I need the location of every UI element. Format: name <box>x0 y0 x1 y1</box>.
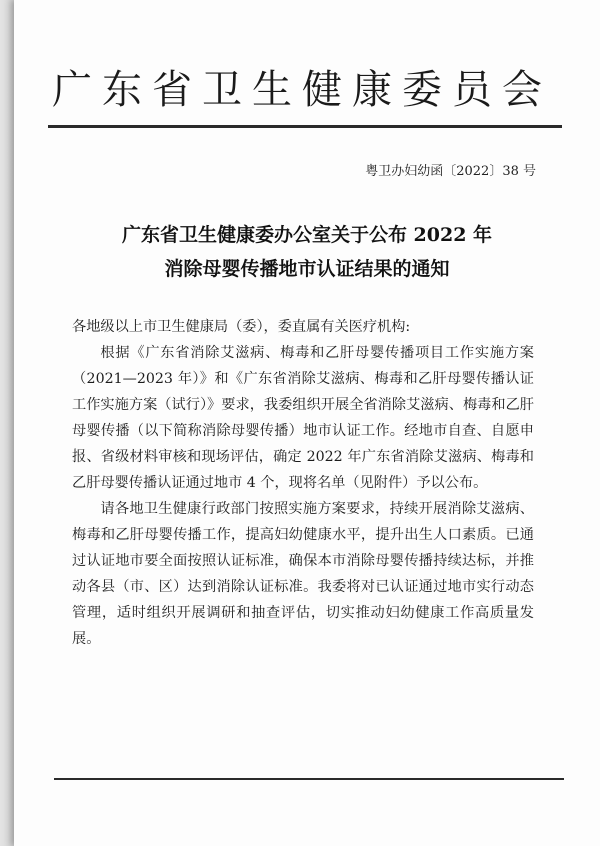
header-divider <box>48 125 562 128</box>
notice-title-line1: 广东省卫生健康委办公室关于公布 2022 年 <box>121 224 493 246</box>
issuer-header: 广东省卫生健康委员会 <box>52 67 552 113</box>
body-paragraph-2: 请各地卫生健康行政部门按照实施方案要求，持续开展消除艾滋病、梅毒和乙肝母婴传播工作，提高妇幼健康水平，提升出生人口素质。已通过认证地市要全面按照认证标准，确保本市消除母婴传播持续达标，并推动各县（市、区）达到消除认证标准。我委将对已认证通过地市实行动态管理，适时组织开展调研和抽查评估，切实推动妇幼健康工作高质量发展。 <box>72 501 534 647</box>
body-paragraph-1: 根据《广东省消除艾滋病、梅毒和乙肝母婴传播项目工作实施方案（2021—2023 年）》和《广东省消除艾滋病、梅毒和乙肝母婴传播认证工作实施方案（试行）》要求，我委组织开展全省消除艾滋病、梅毒和乙肝母婴传播（以下简称消除母婴传播）地市认证工作。经地市自查、自愿申报、省级材料审核和现场评估，确定 2022 年广东省消除艾滋病、梅毒和乙肝母婴传播认证通过地市 4 个，现将名单（见附件）予以公布。 <box>72 345 534 491</box>
document-body <box>72 314 534 652</box>
notice-title <box>54 218 560 286</box>
notice-title-line2: 消除母婴传播地市认证结果的通知 <box>164 258 450 280</box>
salutation: 各地级以上市卫生健康局（委），委直属有关医疗机构: <box>72 319 411 335</box>
footer-divider <box>54 778 564 780</box>
document-number: 粤卫办妇幼函〔2022〕38 号 <box>365 164 536 179</box>
page-fold-shadow <box>0 0 14 846</box>
document-page <box>14 0 600 846</box>
